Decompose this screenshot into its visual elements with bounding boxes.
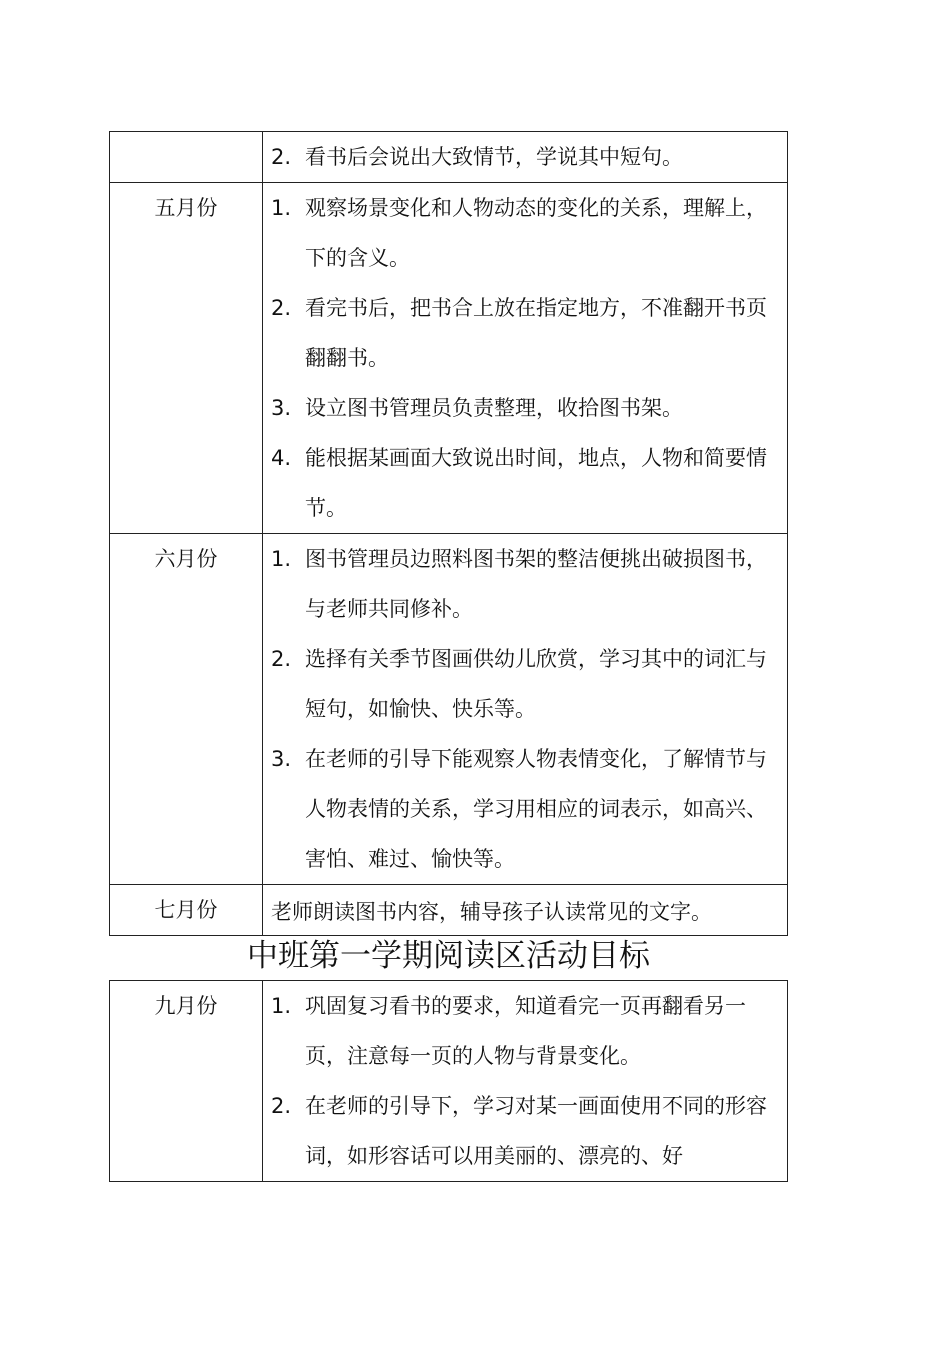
list-item: 1. 巩固复习看书的要求，知道看完一页再翻看另一页，注意每一页的人物与背景变化。 [271, 994, 746, 1068]
list-item: 3. 设立图书管理员负责整理，收拾图书架。 [271, 396, 683, 420]
list-item: 4. 能根据某画面大致说出时间，地点，人物和简要情节。 [271, 446, 767, 520]
month-cell [110, 132, 263, 183]
table-row [110, 183, 788, 534]
month-cell: 九月份 [110, 981, 263, 1182]
table-row [110, 534, 788, 885]
goal-text: 老师朗读图书内容，辅导孩子认读常见的文字。 [271, 900, 712, 924]
table-row [110, 885, 788, 936]
list-item: 1. 观察场景变化和人物动态的变化的关系，理解上，下的含义。 [271, 196, 767, 270]
month-cell: 五月份 [110, 183, 263, 534]
section-title: 中班第一学期阅读区活动目标 [247, 938, 650, 974]
list-item: 2. 选择有关季节图画供幼儿欣赏，学习其中的词汇与短句，如愉快、快乐等。 [271, 647, 767, 721]
list-item: 2. 看书后会说出大致情节，学说其中短句。 [271, 145, 683, 169]
month-cell: 七月份 [110, 885, 263, 936]
goals-cell [263, 981, 788, 1182]
goals-cell [263, 132, 788, 183]
list-item: 2. 在老师的引导下，学习对某一画面使用不同的形容词，如形容话可以用美丽的、漂亮的、好 [271, 1094, 767, 1168]
list-item: 1. 图书管理员边照料图书架的整洁便挑出破损图书，与老师共同修补。 [271, 547, 767, 621]
goals-cell [263, 885, 788, 936]
activity-table-1 [109, 131, 788, 936]
table-row [110, 132, 788, 183]
list-item: 2. 看完书后，把书合上放在指定地方，不准翻开书页翻翻书。 [271, 296, 767, 370]
list-item: 3. 在老师的引导下能观察人物表情变化，了解情节与人物表情的关系，学习用相应的词表示，如高兴、害怕、难过、愉快等。 [271, 747, 767, 871]
goals-cell [263, 534, 788, 885]
table-row [110, 981, 788, 1182]
activity-table-2 [109, 980, 788, 1182]
month-cell: 六月份 [110, 534, 263, 885]
goals-cell [263, 183, 788, 534]
